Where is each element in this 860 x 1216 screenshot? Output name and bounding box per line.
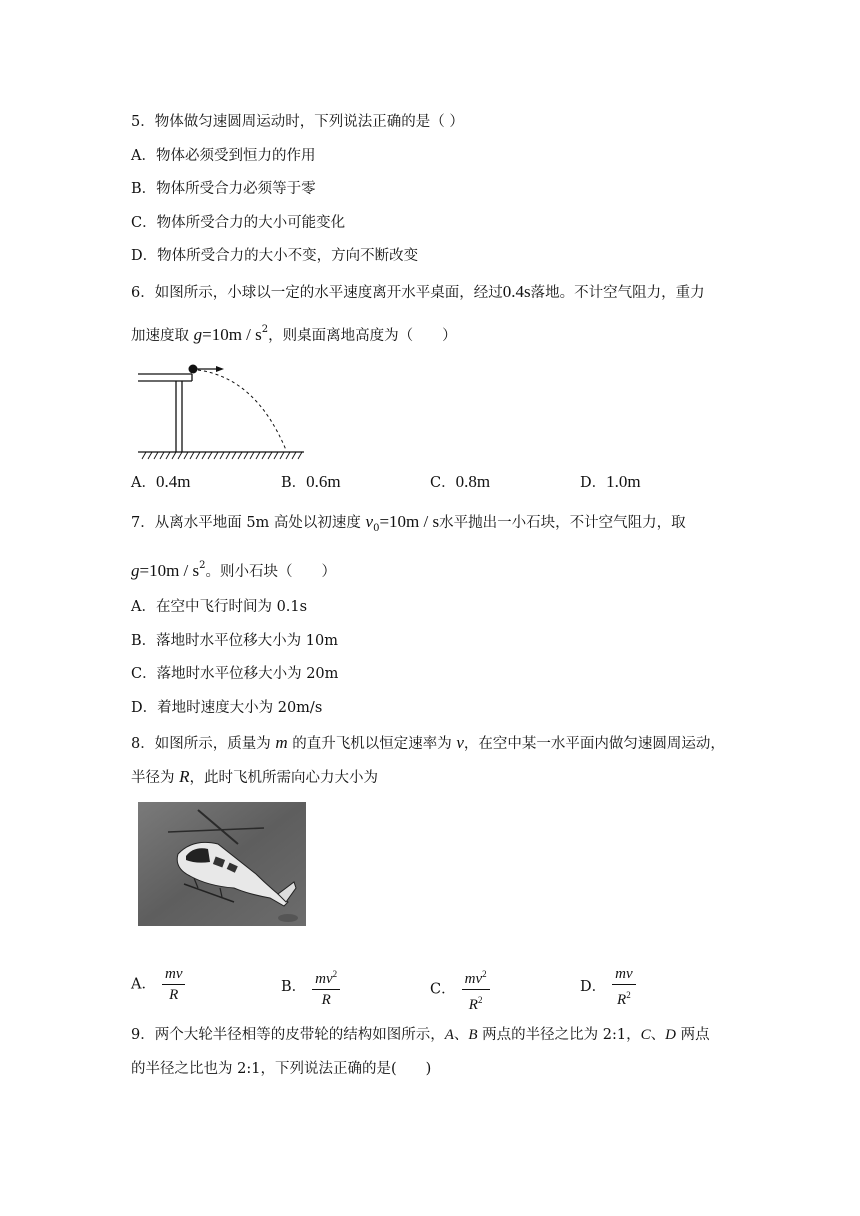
q7-option-b: B．落地时水平位移大小为 10m — [131, 633, 338, 649]
q8-option-b: B． $\frac{mv^2}{R}$ — [281, 965, 340, 1009]
q6-stem-line1: 6．如图所示，小球以一定的水平速度离开水平桌面，经过0.4s落地。不计空气阻力，重力 — [131, 282, 705, 301]
q9-stem-line2: 的半径之比也为 2:1，下列说法正确的是( ) — [131, 1061, 432, 1077]
q8-option-c: C． $\frac{mv^2}{R^2}$ — [430, 965, 490, 1014]
q6-time: 0.4s — [502, 282, 531, 301]
q7-option-a: A．在空中飞行时间为 0.1s — [131, 599, 308, 615]
q6-stem-line2: 加速度取 $g=10m / s^2$，则桌面离地高度为（ ） — [131, 324, 457, 344]
q7-stem-line1: 7．从离水平地面 5m 高处以初速度 $v_0=10m / s$水平抛出一小石块，不计空气阻力，取 — [131, 512, 686, 534]
q8-stem-line1: 8．如图所示，质量为 m 的直升飞机以恒定速率为 v，在空中某一水平面内做匀速圆周运动， — [131, 733, 725, 752]
arrow-icon — [216, 366, 224, 372]
q7-stem-line2: $g=10m / s^2$。则小石块（ ） — [131, 560, 337, 580]
q9-stem-line1: 9．两个大轮半径相等的皮带轮的结构如图所示，A、B 两点的半径之比为 2:1，C、D 两点 — [131, 1027, 710, 1043]
q7-option-d: D．着地时速度大小为 20m/s — [131, 700, 323, 716]
q6-option-d: D．1.0m — [580, 472, 641, 491]
table-projectile-figure — [136, 360, 306, 466]
q6-option-b: B．0.6m — [281, 472, 341, 491]
q5-option-b: B．物体所受合力必须等于零 — [131, 181, 316, 197]
q8-option-a: A． $\frac{mv}{R}$ — [131, 965, 185, 1004]
q7-option-c: C．落地时水平位移大小为 20m — [131, 666, 339, 682]
helicopter-photo — [138, 802, 306, 930]
ball-icon — [189, 365, 198, 374]
q5-option-c: C．物体所受合力的大小可能变化 — [131, 215, 346, 231]
q6-option-a: A．0.4m — [131, 472, 191, 491]
q5-stem: 5．物体做匀速圆周运动时，下列说法正确的是（ ） — [131, 114, 464, 130]
q5-option-a: A．物体必须受到恒力的作用 — [131, 148, 316, 164]
q8-option-d: D． $\frac{mv}{R^2}$ — [580, 965, 636, 1009]
q8-stem-line2: 半径为 R，此时飞机所需向心力大小为 — [131, 767, 378, 786]
q5-option-d: D．物体所受合力的大小不变，方向不断改变 — [131, 248, 419, 264]
q6-option-c: C．0.8m — [430, 472, 491, 491]
